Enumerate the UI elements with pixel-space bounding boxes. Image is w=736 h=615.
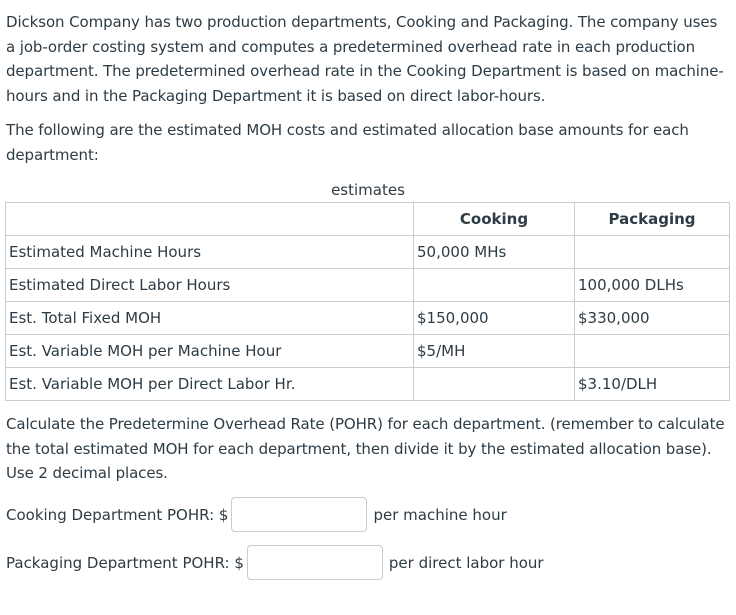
table-row	[6, 368, 730, 401]
row-label: Estimated Direct Labor Hours	[6, 269, 414, 302]
table-caption: estimates	[331, 181, 405, 199]
table-header-row	[6, 203, 730, 236]
lead-in-paragraph: The following are the estimated MOH costs and estimated allocation base amounts for each department:	[6, 121, 689, 164]
intro-paragraph: Dickson Company has two production departments, Cooking and Packaging. The company uses a job-order costing system and computes a predetermined overhead rate in each production department. The predetermined overhead rate in the Cooking Department is based on machine-hours and in the Packaging Department it is based on direct labor-hours.	[6, 13, 724, 105]
table-row	[6, 335, 730, 368]
packaging-unit-label: per direct labor hour	[388, 553, 544, 572]
estimates-table	[5, 202, 730, 401]
cooking-cell	[414, 269, 575, 302]
cooking-cell: $150,000	[414, 302, 575, 335]
instructions-paragraph: Calculate the Predetermine Overhead Rate (POHR) for each department. (remember to calculate the total estimated MOH for each department, then divide it by the estimated allocation base). Use 2 decimal places.	[6, 415, 725, 482]
column-header-packaging: Packaging	[575, 203, 730, 236]
cooking-pohr-input[interactable]	[231, 497, 367, 532]
column-header	[6, 203, 414, 236]
packaging-cell: 100,000 DLHs	[575, 269, 730, 302]
column-header-cooking: Cooking	[414, 203, 575, 236]
row-label: Est. Total Fixed MOH	[6, 302, 414, 335]
packaging-cell	[575, 335, 730, 368]
packaging-cell: $3.10/DLH	[575, 368, 730, 401]
table-row	[6, 302, 730, 335]
table-row	[6, 269, 730, 302]
packaging-cell	[575, 236, 730, 269]
packaging-pohr-label: Packaging Department POHR: $	[6, 553, 244, 572]
cooking-pohr-label: Cooking Department POHR: $	[6, 505, 229, 524]
cooking-cell	[414, 368, 575, 401]
row-label: Est. Variable MOH per Machine Hour	[6, 335, 414, 368]
packaging-cell: $330,000	[575, 302, 730, 335]
packaging-answer-row	[6, 544, 544, 581]
row-label: Estimated Machine Hours	[6, 236, 414, 269]
cooking-unit-label: per machine hour	[373, 505, 507, 524]
cooking-answer-row	[6, 496, 507, 533]
cooking-cell: $5/MH	[414, 335, 575, 368]
row-label: Est. Variable MOH per Direct Labor Hr.	[6, 368, 414, 401]
cooking-cell: 50,000 MHs	[414, 236, 575, 269]
table-row	[6, 236, 730, 269]
packaging-pohr-input[interactable]	[247, 545, 383, 580]
